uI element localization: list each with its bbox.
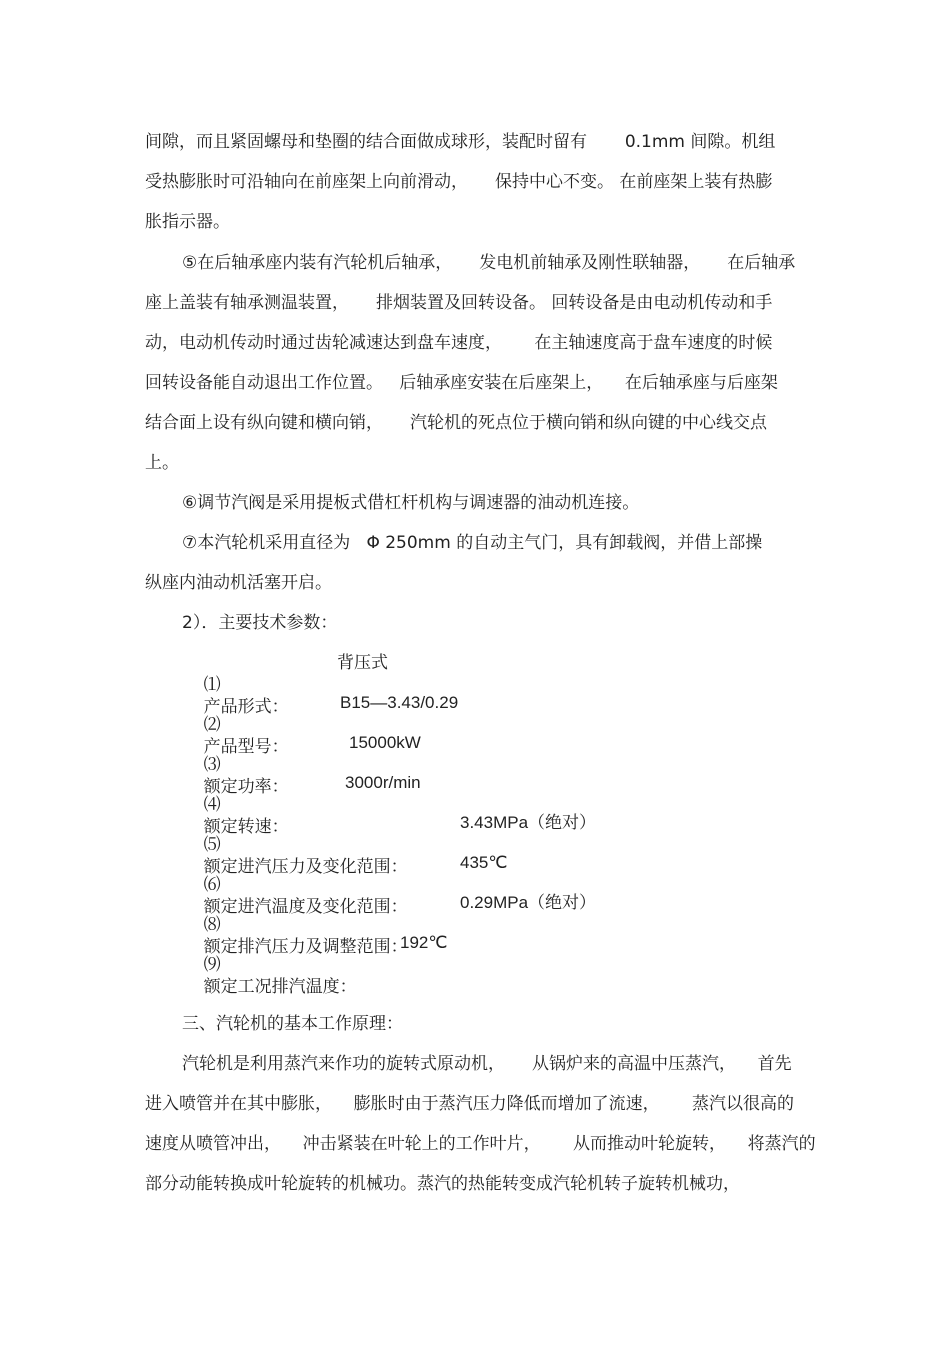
spec-label: 额定转速： [203, 817, 289, 837]
spec-value: 15000kW [349, 733, 421, 752]
text-line: 进入喷管并在其中膨胀， 膨胀时由于蒸汽压力降低而增加了流速， 蒸汽以很高的 [145, 1094, 795, 1114]
text-line: 上。 [145, 453, 179, 473]
section-heading: 2）．主要技术参数： [182, 613, 338, 633]
spec-number: ⑹ [203, 875, 221, 895]
text-line: 回转设备能自动退出工作位置。 后轴承座安装在后座架上， 在后轴承座与后座架 [145, 373, 778, 393]
spec-number: ⑼ [203, 955, 221, 975]
text-line: 汽轮机是利用蒸汽来作功的旋转式原动机， 从锅炉来的高温中压蒸汽， 首先 [182, 1054, 792, 1074]
text-line: 座上盖装有轴承测温装置， 排烟装置及回转设备。 回转设备是由电动机传动和手 [145, 293, 773, 313]
text-line: 受热膨胀时可沿轴向在前座架上向前滑动， 保持中心不变。 在前座架上装有热膨 [145, 172, 773, 192]
text-line: 速度从喷管冲出， 冲击紧装在叶轮上的工作叶片， 从而推动叶轮旋转， 将蒸汽的 [145, 1134, 816, 1154]
text-line: 部分动能转换成叶轮旋转的机械功。蒸汽的热能转变成汽轮机转子旋转机械功， [145, 1174, 740, 1194]
spec-label: 额定功率： [203, 777, 289, 797]
spec-label: 额定进汽温度及变化范围： [203, 897, 408, 917]
spec-label: 额定排汽压力及调整范围： [203, 937, 408, 957]
spec-value: 3.43MPa（绝对） [460, 813, 597, 832]
spec-label: 额定工况排汽温度： [203, 977, 357, 997]
text-line: ⑦本汽轮机采用直径为 Φ 250mm 的自动主气门，具有卸载阀，并借上部操 [182, 533, 763, 553]
spec-label: 产品形式： [203, 697, 289, 717]
spec-number: ⑷ [203, 795, 221, 815]
text-line: ⑤在后轴承座内装有汽轮机后轴承， 发电机前轴承及刚性联轴器， 在后轴承 [182, 253, 796, 273]
text-line: 间隙，而且紧固螺母和垫圈的结合面做成球形，装配时留有 0.1mm 间隙。机组 [145, 132, 776, 152]
spec-value: 背压式 [337, 653, 388, 672]
text-line: 动，电动机传动时通过齿轮减速达到盘车速度， 在主轴速度高于盘车速度的时候 [145, 333, 773, 353]
spec-value: 3000r/min [345, 773, 421, 792]
spec-value: 0.29MPa（绝对） [460, 893, 597, 912]
text-line: 结合面上设有纵向键和横向销， 汽轮机的死点位于横向销和纵向键的中心线交点 [145, 413, 768, 433]
spec-value: 192℃ [400, 933, 448, 952]
spec-number: ⑶ [203, 755, 221, 775]
spec-number: ⑻ [203, 915, 221, 935]
spec-label: 额定进汽压力及变化范围： [203, 857, 408, 877]
spec-number: ⑸ [203, 835, 221, 855]
spec-number: ⑴ [203, 675, 221, 695]
section-heading: 三、汽轮机的基本工作原理： [182, 1014, 403, 1034]
spec-value: B15—3.43/0.29 [340, 693, 459, 712]
text-line: ⑥调节汽阀是采用提板式借杠杆机构与调速器的油动机连接。 [182, 493, 640, 513]
text-line: 纵座内油动机活塞开启。 [145, 573, 332, 593]
spec-item [182, 932, 357, 1020]
spec-value: 435℃ [460, 853, 508, 872]
spec-label: 产品型号： [203, 737, 289, 757]
spec-number: ⑵ [203, 715, 221, 735]
text-line: 胀指示器。 [145, 212, 230, 232]
